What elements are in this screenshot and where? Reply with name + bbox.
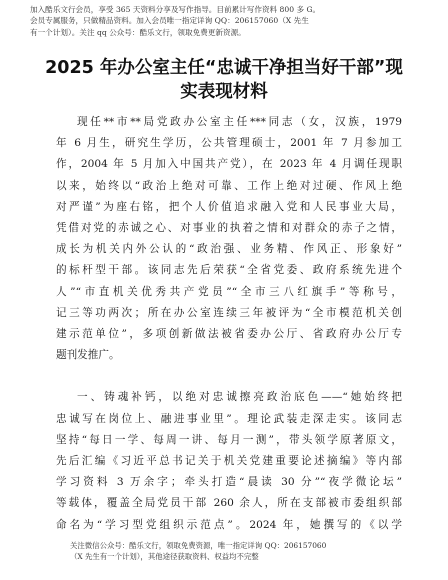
body-line: 人”“市直机关优秀共产党员”“全市三八红旗手”等称号， bbox=[56, 285, 402, 298]
body-line: 现任**市**局党政办公室主任***同志（女，汉族，1979 bbox=[77, 116, 402, 128]
body-line: 作，2004 年 5 月加入中国共产党），在 2023 年 4 月调任现职 bbox=[56, 158, 402, 171]
body-blank-line bbox=[56, 366, 402, 387]
body-line: 坚持“每日一学、每周一讲、每月一测”，带头领学原著原文， bbox=[56, 433, 402, 446]
body-line: 记三等功两次；所在办公室连续三年被评为“全市模范机关创 bbox=[56, 306, 402, 319]
document-title bbox=[40, 56, 408, 104]
header-line: 会员专属服务，只做精品资料。加入会员唯一指定详询 QQ：206157060（X 先生 bbox=[30, 16, 309, 26]
body-line: 命名为“学习型党组织示范点”。2024 年，她撰写的《以学 bbox=[56, 518, 402, 531]
body-line: 先后汇编《习近平总书记关于机关党建重要论述摘编》等内部 bbox=[56, 455, 402, 467]
body-line: 建示范单位”，多项创新做法被省委办公厅、省政府办公厅专 bbox=[56, 327, 402, 340]
title-line: 实表现材料 bbox=[180, 82, 268, 102]
footer-line: （X 先生有一个计划），其他途径获取资料、权益均不完整 bbox=[70, 551, 259, 561]
header-line: 加入酷乐文行会员，享受 365 天资料分享及写作指导。目前累计写作资料 800 多 G。 bbox=[30, 5, 321, 14]
body-line: 一、铸魂补钙，以绝对忠诚擦亮政治底色——“她始终把 bbox=[77, 391, 402, 404]
body-line: 学习资料 3 万余字；牵头打造“晨读 30 分”“夜学微论坛” bbox=[56, 476, 402, 489]
body-line: 的标杆型干部。该同志先后荣获“全省党委、政府系统先进个 bbox=[56, 264, 402, 277]
body-line: 对严谨”为座右铭，把个人价值追求融入党和人民事业大局， bbox=[56, 200, 402, 213]
body-line: 年 6 月生，研究生学历，公共管理硕士，2001 年 7 月参加工 bbox=[56, 137, 402, 150]
footer-line: 关注微信公众号：酷乐文行，领取免费资源，唯一指定详询 QQ：206157060 bbox=[70, 541, 327, 550]
body-line: 题刊发推广。 bbox=[56, 349, 120, 362]
document-body bbox=[56, 112, 402, 536]
body-line: 忠诚写在岗位上、融进事业里”。理论武装走深走实。该同志 bbox=[56, 412, 402, 425]
body-line: 以来，始终以“政治上绝对可靠、工作上绝对过硬、作风上绝 bbox=[56, 179, 402, 192]
body-line: 等载体，覆盖全局党员干部 260 余人，所在支部被市委组织部 bbox=[56, 497, 402, 510]
page-header-notice bbox=[30, 4, 426, 38]
body-line: 凭借对党的赤诚之心、对事业的执着之情和对群众的赤子之情， bbox=[56, 221, 402, 234]
page-footer-notice bbox=[70, 541, 430, 563]
title-line: 2025 年办公室主任“忠诚干净担当好干部”现 bbox=[45, 58, 403, 78]
header-line: 有一个计划）。关注 qq 公众号：酷乐文行，领取免费更新资源。 bbox=[30, 27, 246, 37]
body-line: 成长为机关内外公认的“政治强、业务精、作风正、形象好” bbox=[56, 243, 402, 256]
